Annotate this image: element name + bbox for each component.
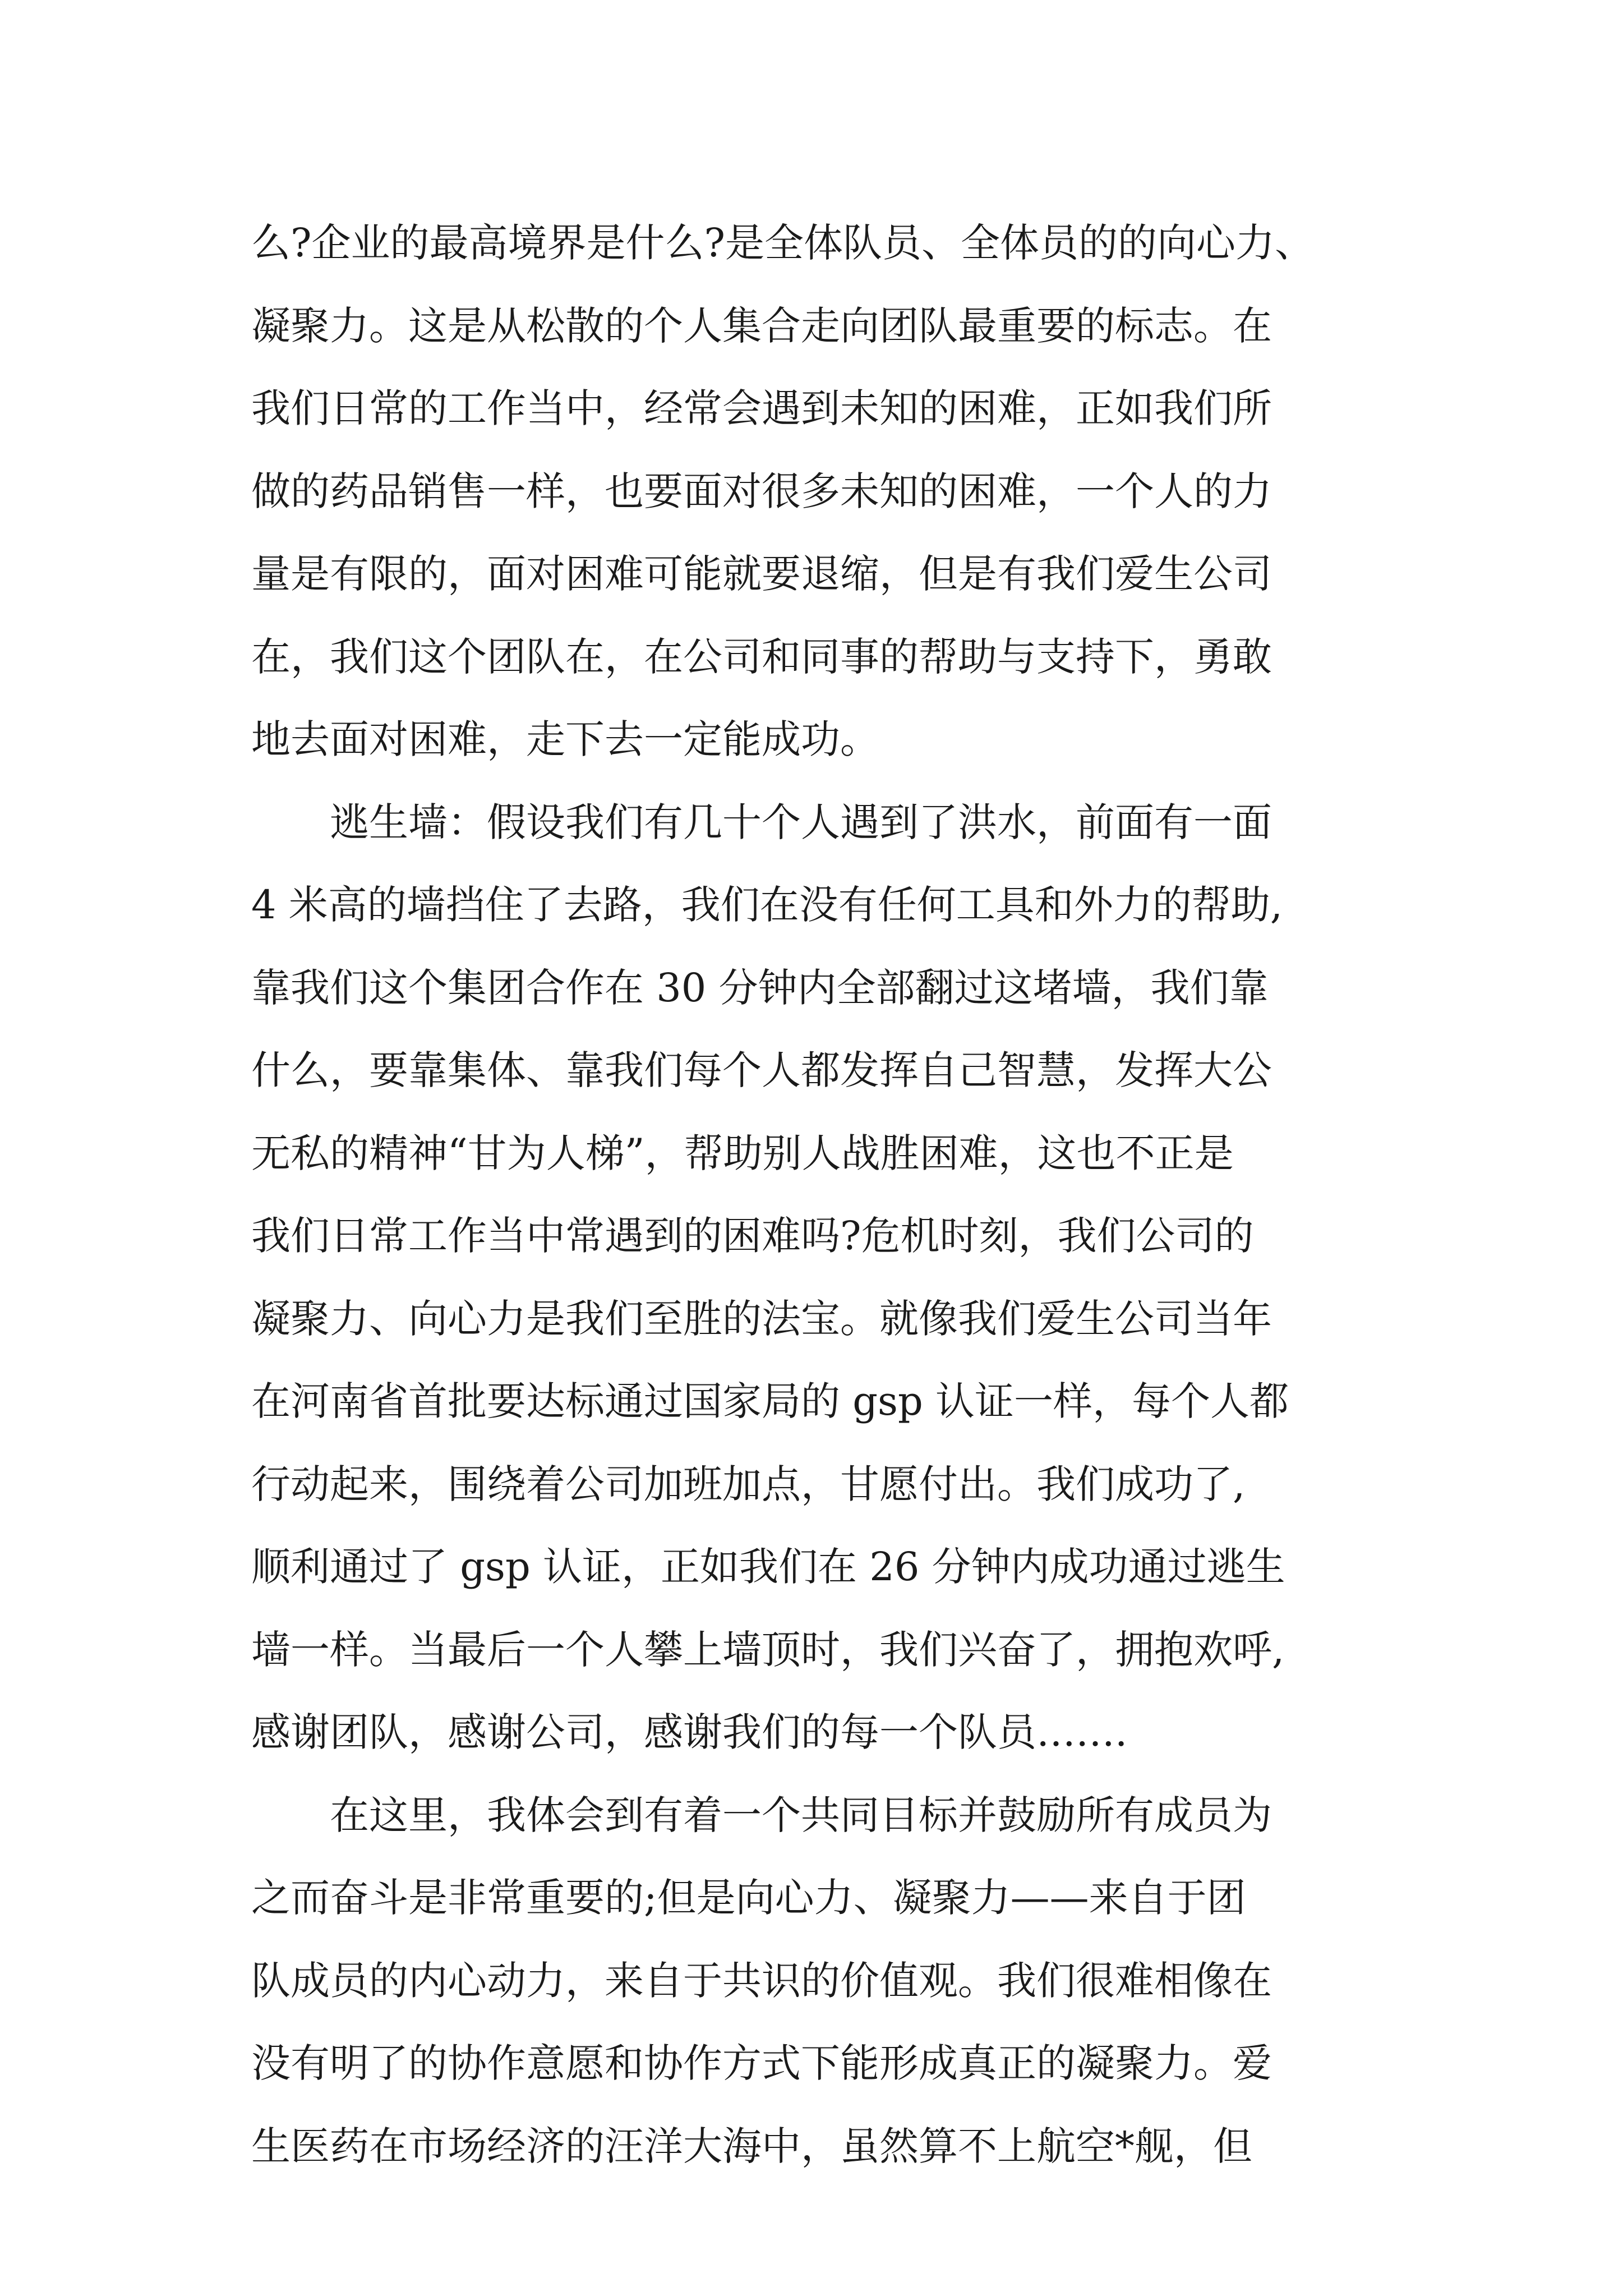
text-line: 地去面对困难，走下去一定能成功。 [251, 716, 879, 762]
text-line: 行动起来，围绕着公司加班加点，甘愿付出。我们成功了, [251, 1461, 1246, 1507]
text-line: 感谢团队，感谢公司，感谢我们的每一个队员……. [251, 1709, 1128, 1755]
text-line: 队成员的内心动力，来自于共识的价值观。我们很难相像在 [251, 1957, 1272, 2004]
text-line: 无私的精神“甘为人梯”，帮助别人战胜困难，这也不正是 [251, 1130, 1234, 1176]
body-text [251, 202, 1370, 2188]
text-line: 生医药在市场经济的汪洋大海中，虽然算不上航空*舰，但 [251, 2123, 1252, 2169]
text-line: 我们日常的工作当中，经常会遇到未知的困难，正如我们所 [251, 385, 1272, 431]
text-line: 墙一样。当最后一个人攀上墙顶时，我们兴奋了，拥抱欢呼, [251, 1626, 1285, 1673]
text-line: 凝聚力、向心力是我们至胜的法宝。就像我们爱生公司当年 [251, 1295, 1272, 1342]
text-line: 4 米高的墙挡住了去路，我们在没有任何工具和外力的帮助, [251, 882, 1283, 928]
text-line: 逃生墙：假设我们有几十个人遇到了洪水，前面有一面 [251, 799, 1272, 845]
text-line: 靠我们这个集团合作在 30 分钟内全部翻过这堵墙，我们靠 [251, 964, 1269, 1011]
text-line: 之而奋斗是非常重要的;但是向心力、凝聚力——来自于团 [251, 1875, 1246, 1921]
text-line: 做的药品销售一样，也要面对很多未知的困难，一个人的力 [251, 468, 1272, 514]
text-line: 凝聚力。这是从松散的个人集合走向团队最重要的标志。在 [251, 302, 1272, 349]
text-line: 么?企业的最高境界是什么?是全体队员、全体员的的向心力、 [251, 220, 1315, 266]
text-line: 顺利通过了 gsp 认证，正如我们在 26 分钟内成功通过逃生 [251, 1544, 1285, 1590]
text-line: 在这里，我体会到有着一个共同目标并鼓励所有成员为 [251, 1792, 1272, 1838]
text-line: 什么，要靠集体、靠我们每个人都发挥自己智慧，发挥大公 [251, 1047, 1272, 1093]
text-line: 我们日常工作当中常遇到的困难吗?危机时刻，我们公司的 [251, 1213, 1254, 1259]
text-line: 在河南省首批要达标通过国家局的 gsp 认证一样，每个人都 [251, 1378, 1289, 1424]
text-line: 没有明了的协作意愿和协作方式下能形成真正的凝聚力。爱 [251, 2040, 1272, 2086]
text-line: 量是有限的，面对困难可能就要退缩，但是有我们爱生公司 [251, 551, 1272, 597]
text-line: 在，我们这个团队在，在公司和同事的帮助与支持下，勇敢 [251, 633, 1272, 680]
